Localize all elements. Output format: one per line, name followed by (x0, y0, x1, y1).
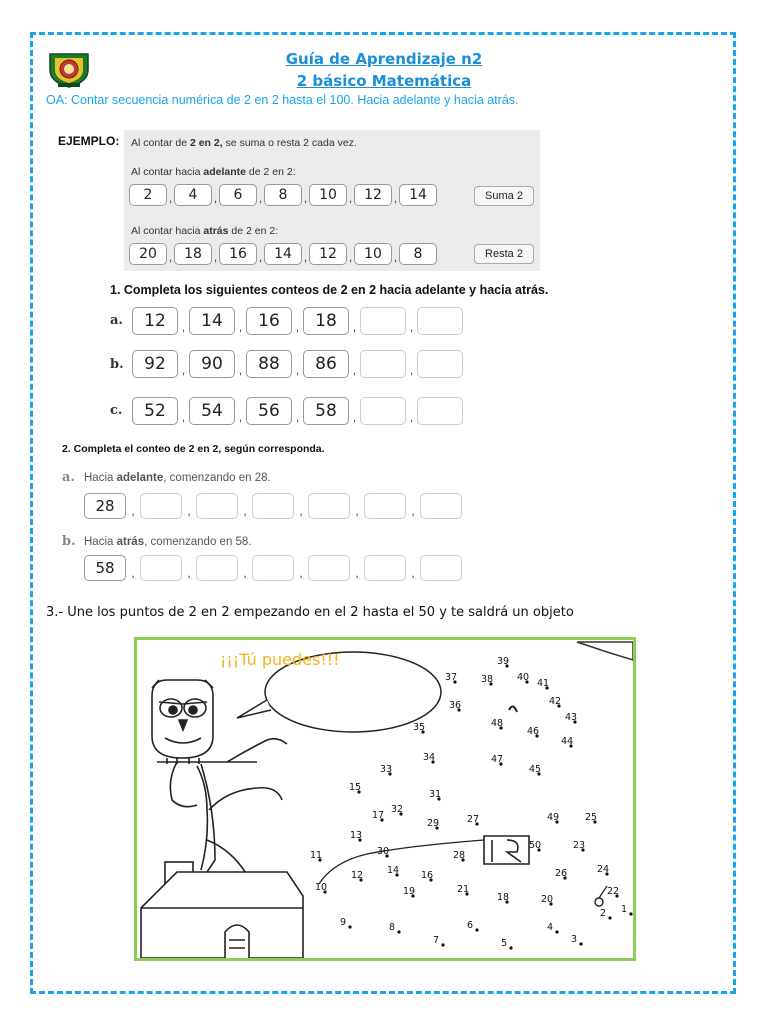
comma-separator: , (243, 568, 247, 580)
dot-number-label: 46 (527, 726, 540, 737)
connect-the-dots-drawing (137, 640, 633, 958)
comma-separator: , (409, 412, 414, 424)
house-icon (141, 862, 303, 958)
exercise1-row-c (132, 397, 463, 425)
comma-separator: , (409, 322, 414, 334)
dot-number-label: 41 (537, 678, 550, 689)
comma-separator: , (299, 506, 303, 518)
row-a-label: a. (110, 313, 123, 328)
empty-number-box[interactable] (140, 493, 182, 519)
number-box: 14 (264, 243, 302, 265)
empty-number-box[interactable] (140, 555, 182, 581)
dot-number-label: 33 (380, 764, 393, 775)
owl-icon (152, 680, 213, 764)
empty-number-box[interactable] (196, 555, 238, 581)
guide-subtitle: 2 básico Matemática (296, 72, 472, 90)
exercise2-item-b-caption: Hacia atrás, comenzando en 58. (84, 536, 252, 548)
number-box: 10 (354, 243, 392, 265)
comma-separator: , (181, 322, 186, 334)
number-box: 20 (129, 243, 167, 265)
comma-separator: , (168, 193, 173, 205)
comma-separator: , (355, 506, 359, 518)
dot-number-label: 23 (573, 840, 586, 851)
dot-number-label: 7 (433, 935, 440, 946)
comma-separator: , (352, 322, 357, 334)
gate-icon (484, 836, 529, 864)
dot-number-label: 9 (340, 917, 347, 928)
dot-number-label: 45 (529, 764, 542, 775)
dot-number-label: 40 (517, 672, 530, 683)
comma-separator: , (213, 193, 218, 205)
comma-separator: , (238, 365, 243, 377)
dot-number-label: 16 (421, 870, 434, 881)
dot-number-label: 12 (351, 870, 364, 881)
exercise1-row-b (132, 350, 463, 378)
number-box: 18 (174, 243, 212, 265)
exercise2-title: 2. Completa el conteo de 2 en 2, según corresponda. (62, 443, 325, 455)
corner-decoration-icon (577, 642, 633, 660)
dot-point (441, 943, 444, 946)
number-box: 8 (399, 243, 437, 265)
dot-number-label: 17 (372, 810, 385, 821)
number-box: 92 (132, 350, 178, 378)
number-box: 10 (309, 184, 347, 206)
dot-number-label: 22 (607, 886, 620, 897)
comma-separator: , (411, 568, 415, 580)
comma-separator: , (295, 365, 300, 377)
empty-number-box[interactable] (364, 555, 406, 581)
speech-bubble-text: ¡¡¡Tú puedes!!! (220, 650, 340, 669)
number-box: 86 (303, 350, 349, 378)
dot-number-label: 26 (555, 868, 568, 879)
comma-separator: , (181, 412, 186, 424)
number-box: 16 (246, 307, 292, 335)
empty-number-box[interactable] (417, 350, 463, 378)
resta-2-button: Resta 2 (474, 244, 534, 264)
dot-number-label: 35 (413, 722, 426, 733)
comma-separator: , (303, 193, 308, 205)
dot-number-label: 15 (349, 782, 362, 793)
dot-number-label: 3 (571, 934, 578, 945)
connect-the-dots-picture (134, 637, 636, 961)
dot-number-label: 34 (423, 752, 436, 763)
number-box: 14 (189, 307, 235, 335)
dot-number-label: 47 (491, 754, 504, 765)
empty-number-box[interactable] (360, 307, 406, 335)
item-b-label: b. (62, 534, 76, 549)
dot-number-label: 20 (541, 894, 554, 905)
example-backward-sequence (129, 243, 437, 265)
number-box: 2 (129, 184, 167, 206)
dot-number-label: 19 (403, 886, 416, 897)
number-box: 12 (132, 307, 178, 335)
dot-point (397, 930, 400, 933)
suma-2-button: Suma 2 (474, 186, 534, 206)
dot-number-label: 48 (491, 718, 504, 729)
dot-number-label: 11 (310, 850, 323, 861)
empty-number-box[interactable] (360, 350, 406, 378)
empty-number-box[interactable] (364, 493, 406, 519)
dot-number-label: 39 (497, 656, 510, 667)
dot-point (555, 930, 558, 933)
comma-separator: , (409, 365, 414, 377)
empty-number-box[interactable] (308, 493, 350, 519)
comma-separator: , (258, 252, 263, 264)
dot-number-label: 36 (449, 700, 462, 711)
number-box: 58 (84, 555, 126, 581)
dot-point (509, 946, 512, 949)
empty-number-box[interactable] (420, 493, 462, 519)
number-box: 58 (303, 397, 349, 425)
dot-number-label: 30 (377, 846, 390, 857)
dot-point (579, 942, 582, 945)
dot-number-label: 42 (549, 696, 562, 707)
dot-number-label: 27 (467, 814, 480, 825)
empty-number-box[interactable] (360, 397, 406, 425)
number-box: 28 (84, 493, 126, 519)
empty-number-box[interactable] (196, 493, 238, 519)
row-b-label: b. (110, 357, 124, 372)
comma-separator: , (213, 252, 218, 264)
comma-separator: , (348, 252, 353, 264)
dot-point (608, 916, 611, 919)
comma-separator: , (299, 568, 303, 580)
dot-number-label: 49 (547, 812, 560, 823)
dot-number-label: 1 (621, 904, 628, 915)
learning-objective: OA: Contar secuencia numérica de 2 en 2 hasta el 100. Hacia adelante y hacia atrás. (46, 93, 519, 107)
empty-number-box[interactable] (417, 397, 463, 425)
example-label: EJEMPLO: (58, 134, 120, 148)
dot-number-label: 24 (597, 864, 610, 875)
number-box: 54 (189, 397, 235, 425)
comma-separator: , (131, 506, 135, 518)
dot-number-label: 10 (315, 882, 328, 893)
comma-separator: , (187, 506, 191, 518)
number-box: 12 (354, 184, 392, 206)
dot-number-label: 2 (600, 908, 607, 919)
dot-number-label: 38 (481, 674, 494, 685)
number-box: 56 (246, 397, 292, 425)
dot-point (348, 925, 351, 928)
comma-separator: , (393, 252, 398, 264)
number-box: 88 (246, 350, 292, 378)
comma-separator: , (303, 252, 308, 264)
comma-separator: , (238, 412, 243, 424)
number-box: 8 (264, 184, 302, 206)
empty-number-box[interactable] (252, 493, 294, 519)
comma-separator: , (131, 568, 135, 580)
exercise1-row-a (132, 307, 463, 335)
example-backward-caption: Al contar hacia atrás de 2 en 2: (131, 225, 279, 237)
dot-point (629, 912, 632, 915)
comma-separator: , (258, 193, 263, 205)
dot-number-label: 50 (529, 840, 542, 851)
dot-number-label: 31 (429, 789, 442, 800)
dot-number-label: 28 (453, 850, 466, 861)
comma-separator: , (393, 193, 398, 205)
dot-number-label: 25 (585, 812, 598, 823)
dot-number-label: 4 (547, 922, 554, 933)
comma-separator: , (243, 506, 247, 518)
dot-number-label: 5 (501, 938, 508, 949)
comma-separator: , (187, 568, 191, 580)
dot-number-label: 8 (389, 922, 396, 933)
dot-number-label: 13 (350, 830, 363, 841)
empty-number-box[interactable] (308, 555, 350, 581)
number-box: 16 (219, 243, 257, 265)
exercise2-row-b (84, 555, 462, 581)
number-box: 18 (303, 307, 349, 335)
number-box: 6 (219, 184, 257, 206)
empty-number-box[interactable] (420, 555, 462, 581)
number-box: 52 (132, 397, 178, 425)
dot-number-label: 18 (497, 892, 510, 903)
dot-number-label: 14 (387, 865, 400, 876)
empty-number-box[interactable] (252, 555, 294, 581)
number-box: 90 (189, 350, 235, 378)
dot-number-label: 29 (427, 818, 440, 829)
number-box: 4 (174, 184, 212, 206)
dot-point (475, 928, 478, 931)
comma-separator: , (181, 365, 186, 377)
comma-separator: , (355, 568, 359, 580)
example-intro: Al contar de 2 en 2, se suma o resta 2 cada vez. (131, 137, 357, 149)
item-a-label: a. (62, 470, 75, 485)
number-box: 14 (399, 184, 437, 206)
number-box: 12 (309, 243, 347, 265)
comma-separator: , (295, 322, 300, 334)
exercise3-title: 3.- Une los puntos de 2 en 2 empezando en el 2 hasta el 50 y te saldrá un objeto (46, 605, 574, 620)
dot-number-label: 37 (445, 672, 458, 683)
comma-separator: , (168, 252, 173, 264)
dot-number-label: 44 (561, 736, 574, 747)
comma-separator: , (348, 193, 353, 205)
comma-separator: , (352, 365, 357, 377)
exercise1-title: 1. Completa los siguientes conteos de 2 en 2 hacia adelante y hacia atrás. (110, 283, 549, 297)
dot-number-label: 6 (467, 920, 474, 931)
comma-separator: , (238, 322, 243, 334)
guide-title: Guía de Aprendizaje n2 (285, 50, 483, 68)
dot-number-label: 21 (457, 884, 470, 895)
example-forward-caption: Al contar hacia adelante de 2 en 2: (131, 166, 296, 178)
exercise2-row-a (84, 493, 462, 519)
example-forward-sequence (129, 184, 437, 206)
comma-separator: , (352, 412, 357, 424)
comma-separator: , (411, 506, 415, 518)
dot-number-label: 32 (391, 804, 404, 815)
comma-separator: , (295, 412, 300, 424)
empty-number-box[interactable] (417, 307, 463, 335)
exercise2-item-a-caption: Hacia adelante, comenzando en 28. (84, 472, 271, 484)
row-c-label: c. (110, 403, 123, 418)
dot-number-label: 43 (565, 712, 578, 723)
